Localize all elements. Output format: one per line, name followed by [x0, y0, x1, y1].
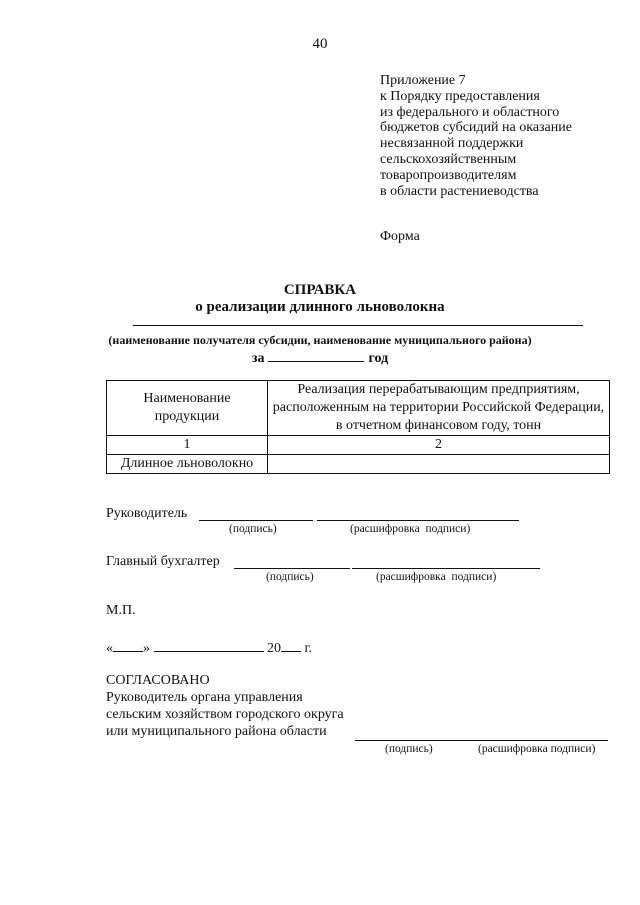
accountant-signature-caption: (подпись)	[266, 571, 314, 583]
column-number: 2	[268, 436, 610, 455]
table-header-row	[107, 381, 610, 436]
accountant-decode-line[interactable]	[352, 568, 540, 569]
recipient-caption: (наименование получателя субсидии, наименование муниципального района)	[108, 333, 532, 347]
form-label: Форма	[380, 229, 420, 244]
head-signature-caption: (подпись)	[229, 523, 277, 535]
appendix-block	[380, 73, 620, 199]
agreed-line: Руководитель органа управления	[106, 690, 303, 705]
table-row	[107, 455, 610, 474]
date-close-quote: »	[143, 641, 150, 656]
stamp-placeholder: М.П.	[106, 603, 136, 618]
year-line	[0, 349, 640, 367]
appendix-line: бюджетов субсидий на оказание	[380, 120, 572, 136]
authority-signature-line[interactable]	[355, 740, 608, 741]
year-suffix: год	[368, 351, 389, 366]
agreed-line: сельским хозяйством городского округа	[106, 707, 344, 722]
year-blank[interactable]	[268, 349, 364, 362]
appendix-line: в области растениеводства	[380, 183, 539, 199]
document-title: СПРАВКА	[283, 282, 357, 298]
date-day-blank[interactable]	[113, 639, 143, 652]
document-subtitle: о реализации длинного льноволокна	[195, 299, 445, 315]
authority-decode-caption: (расшифровка подписи)	[478, 743, 596, 755]
appendix-line: к Порядку предоставления	[380, 88, 540, 104]
date-year-suffix: г.	[304, 641, 313, 656]
authority-signature-caption: (подпись)	[385, 743, 433, 755]
sales-value-cell[interactable]	[268, 455, 610, 474]
appendix-line: из федерального и областного	[380, 104, 560, 120]
head-decode-line[interactable]	[317, 520, 519, 521]
year-prefix: за	[251, 351, 265, 366]
page-number: 40	[312, 36, 328, 52]
accountant-signature-line[interactable]	[234, 568, 350, 569]
recipient-name-line[interactable]	[133, 325, 583, 326]
accountant-label: Главный бухгалтер	[106, 554, 220, 569]
header-product: Наименование продукции	[107, 381, 268, 436]
date-month-blank[interactable]	[154, 639, 264, 652]
head-decode-caption: (расшифровка подписи)	[350, 523, 471, 535]
agreed-line: или муниципального района области	[106, 724, 327, 739]
product-name-cell: Длинное льноволокно	[107, 455, 268, 474]
date-year-blank[interactable]	[281, 639, 301, 652]
head-label: Руководитель	[106, 506, 188, 521]
table-number-row	[107, 436, 610, 455]
date-line	[106, 639, 312, 657]
appendix-line: несвязанной поддержки	[380, 136, 524, 152]
date-open-quote: «	[106, 641, 113, 656]
agreed-block	[106, 672, 344, 740]
report-table	[106, 380, 610, 474]
appendix-line: Приложение 7	[380, 73, 466, 88]
appendix-line: товаропроизводителям	[380, 167, 517, 183]
appendix-line: сельскохозяйственным	[380, 151, 517, 167]
date-century: 20	[267, 641, 281, 656]
header-sales: Реализация перерабатывающим предприятиям, расположенным на территории Российской Федерации, в отчетном финансовом году, тонн	[268, 381, 610, 436]
column-number: 1	[107, 436, 268, 455]
accountant-decode-caption: (расшифровка подписи)	[376, 571, 497, 583]
head-signature-line[interactable]	[199, 520, 313, 521]
agreed-heading: СОГЛАСОВАНО	[106, 673, 210, 688]
